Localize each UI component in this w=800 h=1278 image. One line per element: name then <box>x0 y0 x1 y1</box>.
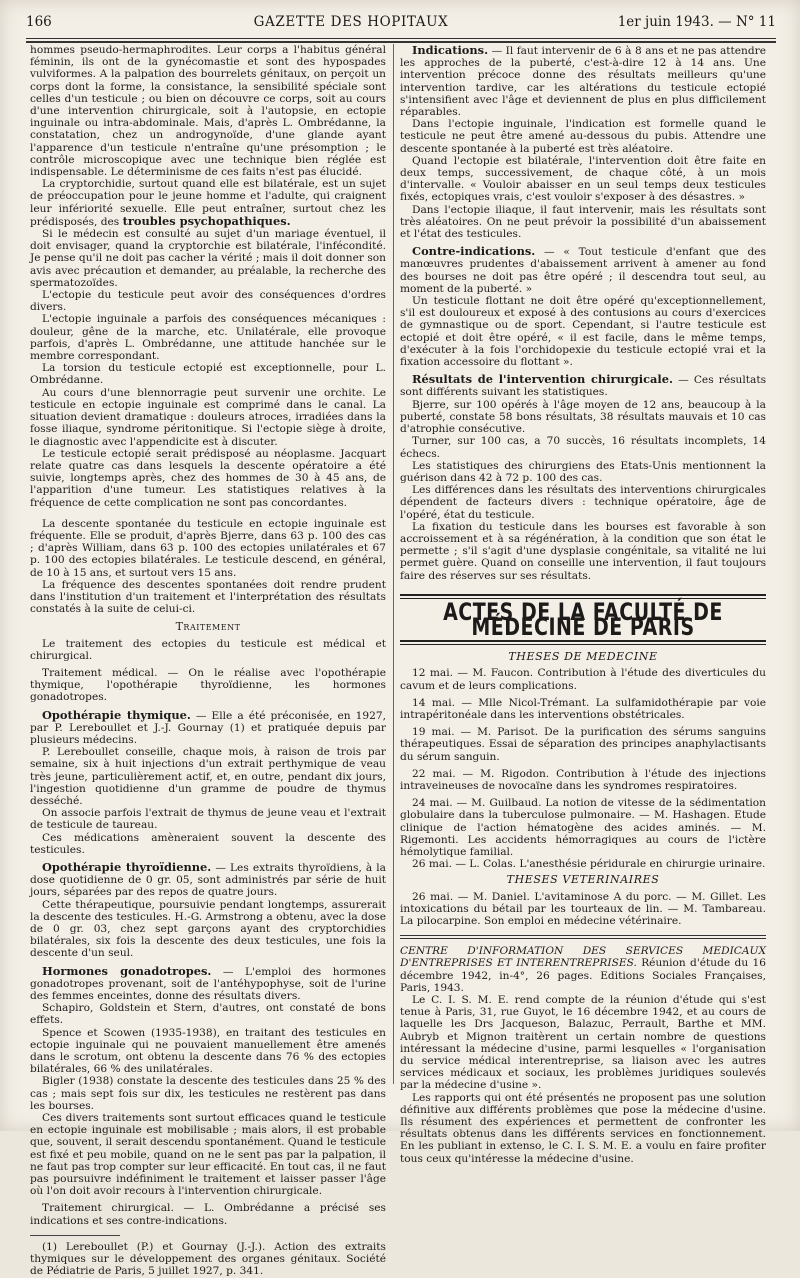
header-rule <box>26 38 776 43</box>
paragraph: La descente spontanée du testicule en ectopie inguinale est fréquente. Elle se produit, d'après Bjerre, dans 63 p. 100 des cas ; d'après William, dans 63 p. 100 des ectopies unilatérales et 67 p. 100 des ectopies bilatérales. Le testicule descend, en général, de 10 à 15 ans, et surtout vers 15 ans. <box>30 517 386 579</box>
paragraph: Au cours d'une blennorragie peut survenir une orchite. Le testicule en ectopie inguinale est comprimé dans le canal. La situation devient dramatique : douleurs atroces, irradiées dans la fosse iliaque, syndrome péritonitique. Si l'ectopie siège à droite, le diagnostic avec l'appendicite est à discuter. <box>30 386 386 448</box>
paragraph-text: La cryptorchidie, surtout quand elle est bilatérale, est un sujet de préoccupation pour le jeune homme et l'adulte, qui craignent leur infériorité sexuelle. Elle peut entraîner, surtout chez les prédisposés, des <box>30 178 386 228</box>
subheading: Indications. <box>412 43 489 57</box>
subheading: Résultats de l'intervention chirurgicale. <box>412 372 673 387</box>
thesis-entry: 22 mai. — M. Rigodon. Contribution à l'étude des injections intraveineuses de novocaïne dans les syndromes respiratoires. <box>400 767 766 792</box>
column-divider <box>393 44 394 1084</box>
left-column <box>30 44 386 1278</box>
footnote-rule <box>30 1235 120 1236</box>
paragraph: Les statistiques des chirurgiens des Etats-Unis mentionnent la guérison dans 42 à 72 p. 100 des cas. <box>400 459 766 484</box>
paragraph <box>400 44 766 118</box>
paragraph: P. Lereboullet conseille, chaque mois, à raison de trois par semaine, six à huit injections d'un extrait perthymique de veau très jeune, particulièrement actif, et, en outre, pendant dix jours, l'ingestion quotidienne d'un gramme de poudre de thymus desséché. <box>30 746 386 807</box>
paragraph: Dans l'ectopie inguinale, l'indication est formelle quand le testicule ne peut être amené au-dessous du pubis. Attendre une descente spontanée à la puberté est très aléatoire. <box>400 118 766 155</box>
paragraph: Spence et Scowen (1935-1938), en traitant des testicules en ectopie inguinale qui ne pouvaient manuellement être amenés dans le scrotum, ont obtenu la descente dans 76 % des ectopies bilatérales, 66 % des unilatérales. <box>30 1026 386 1076</box>
section-heading: Traitement <box>175 620 241 634</box>
paragraph: hommes pseudo-hermaphrodites. Leur corps a l'habitus général féminin, ils ont de la gynécomastie et sont des hypospades vulviformes. A la palpation des bourrelets génitaux, on perçoit un corps dont la forme, la consistance, la sensibilité spéciale sont celles d'un testicule ; ou bien on découvre ce corps, soit au cours d'une intervention chirurgicale, soit à l'autopsie, en ectopie inguinale ou intra-abdominale. Mais, d'après L. Ombrédanne, la constatation, chez un androgynoïde, d'une glande ayant l'apparence d'un testicule n'entraîne qu'une présomption ; le contrôle microscopique avec une technique bien réglée est indispensable. Le déterminisme de ces faits n'est pas élucidé. <box>30 44 386 179</box>
subheading: Opothérapie thymique. <box>42 707 191 722</box>
paragraph <box>400 945 766 994</box>
paragraph: Les différences dans les résultats des interventions chirurgicales dépendent de facteurs divers : technique opératoire, âge de l'opéré, état du testicule. <box>400 484 766 521</box>
paragraph <box>30 709 386 747</box>
paragraph: Dans l'ectopie iliaque, il faut intervenir, mais les résultats sont très aléatoires. On ne peut prévoir la possibilité d'un abaissement et l'état des testicules. <box>400 203 766 241</box>
theses-veterinaires-heading: THESES VETERINAIRES <box>506 873 660 887</box>
paragraph <box>30 861 386 899</box>
right-column <box>400 44 766 1165</box>
journal-title: GAZETTE DES HOPITAUX <box>253 14 449 30</box>
thesis-entry: 26 mai. — M. Daniel. L'avitaminose A du porc. — M. Gillet. Les intoxications du bétail par les tourteaux de lin. — M. Tambareau. La pilocarpine. Son emploi en médecine vétérinaire. <box>400 890 766 927</box>
paragraph <box>400 245 766 295</box>
paragraph: La torsion du testicule ectopié est exceptionnelle, pour L. Ombrédanne. <box>30 362 386 387</box>
subheading: Opothérapie thyroïdienne. <box>42 860 212 874</box>
paragraph: L'ectopie inguinale a parfois des conséquences mécaniques : douleur, gêne de la marche, etc. Unilatérale, elle provoque parfois, d'après L. Ombrédanne, une attitude hanchée sur le membre correspondant. <box>30 313 386 363</box>
page-header <box>26 14 776 40</box>
paragraph: Traitement chirurgical. — L. Ombrédanne a précisé ses indications et ses contre-indications. <box>30 1202 386 1227</box>
page-number: 166 <box>26 14 52 30</box>
banner-title: ACTES DE LA FACULTÉ DE MÉDECINE DE PARIS <box>443 598 723 642</box>
paragraph: Ces divers traitements sont surtout efficaces quand le testicule en ectopie inguinale est mobilisable ; mais alors, il est probable que, souvent, il serait descendu spontanément. Quand le testicule est fixé et peu mobile, quand on ne le sent pas par la palpation, il ne faut pas trop compter sur leur efficacité. En tout cas, il ne faut pas poursuivre indéfiniment le traitement et laisser passer l'âge où l'on doit avoir recours à l'intervention chirurgicale. <box>30 1112 386 1198</box>
paragraph: Turner, sur 100 cas, a 70 succès, 16 résultats incomplets, 14 échecs. <box>400 435 766 460</box>
paragraph <box>30 965 386 1003</box>
paragraph: Traitement médical. — On le réalise avec l'opothérapie thymique, l'opothérapie thyroïdienne, les hormones gonadotropes. <box>30 666 386 704</box>
paragraph: Un testicule flottant ne doit être opéré qu'exceptionnellement, s'il est douloureux et exposé à des contusions au cours d'exercices de gymnastique ou de sport. Cependant, si l'autre testicule est ectopié et doit être opéré, « il est facile, dans le même temps, d'exécuter à la fois l'orchidopexie du testicule ectopié vrai et la fixation accessoire du flottant ». <box>400 295 766 369</box>
paragraph: Quand l'ectopie est bilatérale, l'intervention doit être faite en deux temps, successivement, de chaque côté, à un mois d'intervalle. « Vouloir abaisser en un seul temps deux testicules fixés, ectopiques vrais, c'est vouloir s'exposer à des désastres. » <box>400 154 766 204</box>
paragraph: Bigler (1938) constate la descente des testicules dans 25 % des cas ; mais sept fois sur dix, les testicules ne restèrent pas dans les bourses. <box>30 1075 386 1112</box>
theses-medecine-heading: THESES DE MEDECINE <box>508 650 658 664</box>
faculty-banner <box>400 594 766 645</box>
paragraph <box>400 373 766 398</box>
paragraph: Ces médications amèneraient souvent la descente des testicules. <box>30 831 386 856</box>
paragraph: Si le médecin est consulté au sujet d'un mariage éventuel, il doit envisager, quand la cryptorchie est bilatérale, l'infécondité. Je pense qu'il ne doit pas cacher la vérité ; mais il doit donner son avis avec précaution et demander, au préalable, la recherche des spermatozoïdes. <box>30 228 386 289</box>
paragraph-text: — Il faut intervenir de 6 à 8 ans et ne pas attendre les approches de la puberté, c'est-à-dire 12 à 14 ans. Une intervention précoce donne des résultats meilleurs qu'une intervention tardive, car les altérations du testicule ectopié s'intensifient avec l'âge et deviennent de plus en plus difficilement réparables. <box>400 45 766 119</box>
thesis-entry: 19 mai. — M. Parisot. De la purification des sérums sanguins thérapeutiques. Essai de séparation des principes anaphylactisants du sérum sanguin. <box>400 726 766 763</box>
paragraph: Le testicule ectopié serait prédisposé au néoplasme. Jacquart relate quatre cas dans lesquels la descente opératoire a été suivie, longtemps après, chez des hommes de 30 à 45 ans, de l'apparition d'une tumeur. Les statistiques relatives à la fréquence de cette complication ne sont pas concordantes. <box>30 447 386 509</box>
paragraph: Les rapports qui ont été présentés ne proposent pas une solution définitive aux différents problèmes que pose la médecine d'usine. Ils résument des expériences et permettent de confronter les résultats obtenus dans les différents services en fonctionnement. En les publiant in extenso, le C. I. S. M. E. a voulu en faire profiter tous ceux qu'intéresse la médecine d'usine. <box>400 1091 766 1165</box>
paragraph: Le traitement des ectopies du testicule est médical et chirurgical. <box>30 637 386 662</box>
paragraph-text: — Les extraits thyroïdiens, à la dose quotidienne de 0 gr. 05, sont administrés par série de huit jours, séparées par des repos de quatre jours. <box>30 862 387 899</box>
paragraph: La fréquence des descentes spontanées doit rendre prudent dans l'institution d'un traitement et l'interprétation des résultats constatés à la suite de celui-ci. <box>30 578 386 616</box>
paragraph: Bjerre, sur 100 opérés à l'âge moyen de 12 ans, beaucoup à la puberté, constate 58 bons résultats, 38 résultats mauvais et 10 cas d'atrophie consécutive. <box>400 398 766 436</box>
footnote: (1) Lereboullet (P.) et Gournay (J.-J.). Action des extraits thymiques sur le développement des organes génitaux. Société de Pédiatrie de Paris, 5 juillet 1927, p. 341. <box>30 1240 386 1278</box>
paragraph: L'ectopie du testicule peut avoir des conséquences d'ordres divers. <box>30 289 386 314</box>
paragraph-text: — Ces résultats sont différents suivant les statistiques. <box>400 374 767 399</box>
cimie-heading: CENTRE D'INFORMATION DES SERVICES MEDICAUX D'ENTREPRISES ET INTERENTREPRISES. <box>400 945 766 970</box>
section-rule <box>400 935 766 939</box>
thesis-entry: 24 mai. — M. Guilbaud. La notion de vitesse de la sédimentation globulaire dans la tuberculose pulmonaire. — M. Hashagen. Etude clinique de l'action hématogène des acides aminés. — M. Rigemonti. Les accidents hémorragiques au cours de l'ictère hémolytique familial. <box>400 797 766 858</box>
paragraph: Schapiro, Goldstein et Stern, d'autres, ont constaté de bons effets. <box>30 1002 386 1027</box>
thesis-entry: 14 mai. — Mlle Nicol-Trémant. La sulfamidothérapie par voie intrapéritonéale dans les interventions obstétricales. <box>400 696 766 721</box>
bold-term: troubles psychopathiques. <box>122 213 291 228</box>
paragraph: Le C. I. S. M. E. rend compte de la réunion d'étude qui s'est tenue à Paris, 31, rue Guyot, le 16 décembre 1942, et au cours de laquelle les Drs Jacqueson, Balazuc, Perrault, Barthe et MM. Aubryb et Mignon traitèrent un certain nombre de questions intéressant la médecine d'usine, parmi lesquelles « l'organisation du service médical interentreprise, sa liaison avec les autres services médicaux et sociaux, les problèmes juridiques soulevés par la médecine d'usine ». <box>400 994 766 1092</box>
paragraph-text: — L'emploi des hormones gonadotropes provenant, soit de l'antéhypophyse, soit de l'urine des femmes enceintes, donne des résultats divers. <box>30 965 386 1003</box>
thesis-entry: 26 mai. — L. Colas. L'anesthésie péridurale en chirurgie urinaire. <box>412 858 766 871</box>
subheading: Contre-indications. <box>412 244 536 259</box>
paragraph: On associe parfois l'extrait de thymus de jeune veau et l'extrait de testicule de taureau. <box>30 807 386 832</box>
paragraph-text: — Elle a été préconisée, en 1927, par P. Lereboullet et J.-J. Gournay (1) et pratiquée depuis par plusieurs médecins. <box>30 709 386 746</box>
subheading: Hormones gonadotropes. <box>42 963 212 978</box>
issue-date: 1er juin 1943. — N° 11 <box>617 14 776 30</box>
paragraph: Cette thérapeutique, poursuivie pendant longtemps, assurerait la descente des testicules. H.-G. Armstrong a obtenu, avec la dose de 0 gr. 03, chez sept garçons ayant des cryptorchidies bilatérales, six fois la descente des deux testicules, une fois la descente d'un seul. <box>30 898 386 960</box>
paragraph: La fixation du testicule dans les bourses est favorable à son accroissement et à sa régénération, à la condition que son état le permette ; s'il s'agit d'une dysplasie congénitale, sa vitalité ne lui permet guère. Quand on conseille une intervention, il faut toujours faire des réserves sur ses résultats. <box>400 520 766 582</box>
paragraph-text: — « Tout testicule d'enfant que des manœuvres prudentes d'abaissement arrivent à amener au fond des bourses ne doit pas être opéré ; il descendra tout seul, au moment de la puberté. » <box>400 246 767 295</box>
paragraph-text: Réunion d'étude du 16 décembre 1942, in-4°, 26 pages. Editions Sociales Françaises, Paris, 1943. <box>400 957 766 994</box>
paragraph <box>30 178 386 228</box>
thesis-entry: 12 mai. — M. Faucon. Contribution à l'étude des diverticules du cavum et de leurs complications. <box>400 667 766 692</box>
